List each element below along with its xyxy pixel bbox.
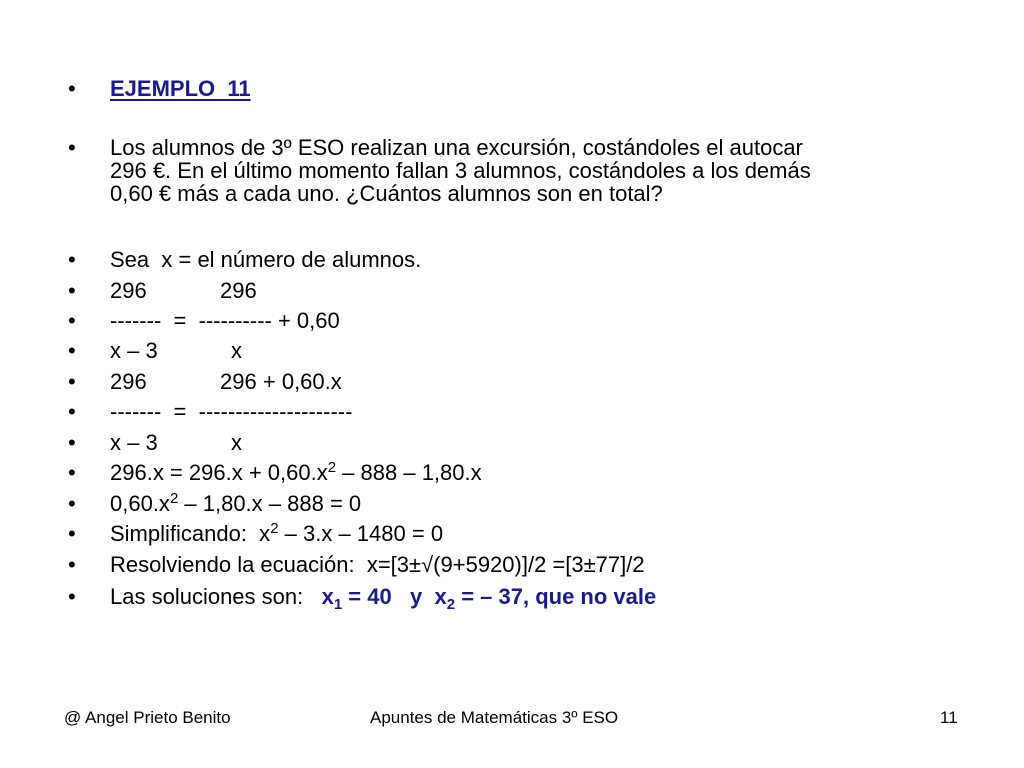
equation-1-numerators: 296 296 (110, 278, 257, 303)
footer-author: @ Angel Prieto Benito (64, 708, 231, 727)
quadratic-left: 0,60.x (110, 491, 170, 516)
solution-middle: = 40 y x (342, 584, 447, 609)
quadratic-right: – 1,80.x – 888 = 0 (178, 491, 362, 516)
equation-2-numerators: 296 296 + 0,60.x (110, 369, 342, 394)
exponent: 2 (327, 459, 337, 476)
bullet: • (68, 584, 76, 609)
problem-statement (110, 136, 811, 205)
bullet: • (68, 552, 76, 577)
equation-2-fraction-bars: ------- = --------------------- (110, 399, 353, 424)
solution-end: = – 37, que no vale (455, 584, 657, 609)
bullet: • (68, 399, 76, 424)
exponent: 2 (169, 490, 179, 507)
variable-definition: Sea x = el número de alumnos. (110, 247, 422, 272)
bullet: • (68, 491, 76, 516)
solutions-values (321, 584, 657, 613)
footer-course: Apuntes de Matemáticas 3º ESO (370, 708, 619, 727)
problem-line-3: 0,60 € más a cada uno. ¿Cuántos alumnos son en total? (110, 181, 663, 206)
quadratic-equation (110, 492, 361, 515)
equation-1-denominators: x – 3 x (110, 338, 243, 363)
exponent: 2 (270, 520, 279, 537)
x1-symbol: x (321, 584, 334, 609)
solutions-label: Las soluciones son: (110, 584, 322, 609)
expanded-equation (110, 461, 482, 484)
equation-1-fraction-bars: ------- = ---------- + 0,60 (110, 308, 340, 333)
simplified-right: – 3.x – 1480 = 0 (278, 521, 444, 546)
simplified-left: Simplificando: x (110, 521, 271, 546)
bullet: • (68, 369, 76, 394)
slide-title: EJEMPLO 11 (110, 76, 251, 101)
bullet: • (68, 430, 76, 455)
expanded-left: 296.x = 296.x + 0,60.x (110, 460, 328, 485)
solving-step: Resolviendo la ecuación: x=[3±√(9+5920)]/2 =[3±77]/2 (110, 552, 645, 577)
problem-item (68, 135, 811, 228)
bullet: • (68, 460, 76, 485)
footer-page-number: 11 (940, 708, 958, 727)
bullet: • (68, 76, 76, 101)
problem-line-2: 296 €. En el último momento fallan 3 alumnos, costándoles a los demás (110, 158, 811, 183)
expanded-right: – 888 – 1,80.x (336, 460, 482, 485)
step-solutions (68, 584, 657, 677)
bullet: • (68, 247, 76, 272)
bullet: • (68, 338, 76, 363)
solutions-line (110, 584, 657, 613)
simplified-equation (110, 522, 443, 545)
bullet: • (68, 308, 76, 333)
bullet: • (68, 521, 76, 546)
problem-line-1: Los alumnos de 3º ESO realizan una excursión, costándoles el autocar (110, 135, 803, 160)
bullet: • (68, 135, 76, 160)
bullet: • (68, 278, 76, 303)
equation-2-denominators: x – 3 x (110, 430, 243, 455)
subscript: 2 (446, 596, 456, 613)
subscript: 1 (333, 596, 343, 613)
